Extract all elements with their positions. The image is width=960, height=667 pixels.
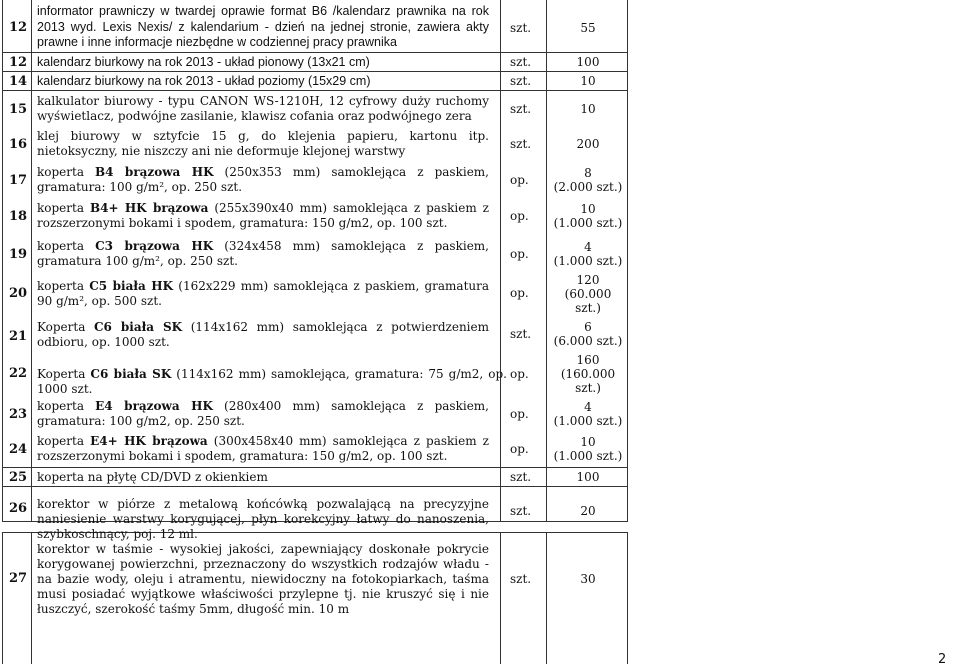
row-number: 12 (8, 20, 28, 35)
table-row (0, 469, 960, 486)
desc-text: (324x458 mm) samoklejąca z paskiem, gramatura 100 g/m², op. 250 szt. (37, 239, 489, 268)
row-unit: szt. (510, 137, 532, 151)
qty-value: 120 (576, 273, 600, 287)
table-row (0, 534, 960, 614)
qty-detail: (2.000 szt.) (553, 180, 623, 194)
qty-detail: (1.000 szt.) (553, 414, 623, 428)
row-description: koperta na płytę CD/DVD z okienkiem (37, 470, 268, 484)
qty-detail: (1.000 szt.) (553, 216, 623, 230)
row-number: 12 (8, 55, 28, 70)
row-unit: szt. (510, 504, 532, 518)
row-quantity (552, 202, 624, 230)
table-row (0, 398, 960, 432)
qty-value: 8 (584, 166, 592, 180)
table-row (0, 272, 960, 318)
desc-bold: C6 biała SK (94, 320, 183, 334)
row-number: 26 (8, 501, 28, 516)
row-description: korektor w piórze z metalową końcówką pozwalającą na precyzyjne naniesienie warstwy korygującej, płyn korekcyjny łatwy do nanoszenia, szybkoschnący, poj. 12 ml. (37, 497, 489, 541)
row-number: 16 (8, 137, 28, 152)
row-unit: szt. (510, 74, 532, 88)
row-quantity: 100 (576, 470, 600, 484)
row-unit: op. (510, 442, 529, 456)
row-unit: op. (510, 247, 529, 261)
row-quantity: 55 (580, 21, 596, 35)
desc-bold: C3 brązowa HK (95, 239, 214, 253)
row-number: 14 (8, 74, 28, 89)
row-unit: op. (510, 367, 529, 381)
row-description: informator prawniczy w twardej oprawie format B6 /kalendarz prawnika na rok 2013 wyd. Lexis Nexis/ z kalendarium - dzień na jednej stronie, zawiera akty prawne i inne informacje niezbędne w codziennej pracy prawnika (37, 4, 489, 49)
desc-bold: C5 biała HK (89, 279, 174, 293)
page-number: 2 (938, 652, 947, 667)
row-description (37, 239, 489, 269)
qty-value: 160 (576, 353, 600, 367)
desc-text: (255x390x40 mm) samoklejąca z paskiem z rozszerzonymi bokami i spodem, gramatura: 150 g/m2, op. 100 szt. (37, 201, 489, 230)
row-unit: op. (510, 286, 529, 300)
row-unit: op. (510, 173, 529, 187)
qty-value: 10 (580, 435, 596, 449)
row-description (37, 399, 489, 429)
row-unit: szt. (510, 21, 532, 35)
table-row (0, 73, 960, 90)
table-row (0, 433, 960, 467)
qty-detail: (60.000 (564, 287, 612, 301)
row-quantity: 20 (580, 504, 596, 518)
desc-text: koperta (37, 239, 96, 253)
desc-text: koperta (37, 434, 91, 448)
table-row (0, 3, 960, 51)
row-description (37, 367, 507, 397)
desc-text: (114x162 mm) samoklejąca, gramatura: 75 g/m2, op. 1000 szt. (37, 367, 507, 396)
desc-text: koperta (37, 399, 96, 413)
row-divider (2, 486, 628, 487)
qty-detail: (6.000 szt.) (553, 334, 623, 348)
row-quantity: 200 (576, 137, 600, 151)
table-row (0, 93, 960, 127)
row-quantity (552, 400, 624, 428)
row-divider (2, 71, 628, 72)
desc-bold: B4 brązowa HK (95, 165, 214, 179)
table-row (0, 164, 960, 198)
row-number: 23 (8, 407, 28, 422)
row-number: 18 (8, 209, 28, 224)
row-quantity (552, 240, 624, 268)
desc-text: (300x458x40 mm) samoklejąca z paskiem z rozszerzonymi bokami i spodem, gramatura: 150 g/m2, op. 100 szt. (37, 434, 490, 463)
row-description (37, 201, 489, 231)
table-row (0, 128, 960, 162)
desc-bold: C6 biała SK (90, 367, 172, 381)
qty-value: 4 (584, 240, 592, 254)
qty-detail: (160.000 (560, 367, 616, 381)
row-quantity (552, 435, 624, 463)
row-description (37, 165, 489, 195)
row-number: 22 (8, 366, 28, 381)
desc-text: Koperta (37, 367, 91, 381)
row-unit: op. (510, 407, 529, 421)
desc-text: koperta (37, 279, 90, 293)
desc-text: koperta (37, 201, 90, 215)
row-number: 24 (8, 442, 28, 457)
row-description (37, 434, 489, 464)
row-quantity: 100 (576, 55, 600, 69)
qty-detail: (1.000 szt.) (553, 449, 623, 463)
desc-bold: E4 brązowa HK (95, 399, 213, 413)
row-number: 19 (8, 247, 28, 262)
qty-detail-unit: szt.) (575, 301, 601, 315)
row-quantity (552, 353, 624, 395)
row-unit: op. (510, 209, 529, 223)
row-quantity (552, 320, 624, 348)
desc-text: koperta (37, 165, 96, 179)
table-row (0, 352, 960, 396)
qty-detail-unit: szt.) (575, 381, 601, 395)
qty-value: 6 (584, 320, 592, 334)
row-description (37, 279, 489, 309)
row-number: 25 (8, 470, 28, 485)
desc-text: (114x162 mm) samoklejąca z potwierdzeniem odbioru, op. 1000 szt. (37, 320, 489, 349)
row-description: kalendarz biurkowy na rok 2013 - układ poziomy (15x29 cm) (37, 74, 371, 88)
row-unit: szt. (510, 327, 532, 341)
row-description: kalendarz biurkowy na rok 2013 - układ pionowy (13x21 cm) (37, 55, 370, 69)
row-quantity (552, 273, 624, 315)
desc-text: (280x400 mm) samoklejąca z paskiem, gramatura: 100 g/m2, op. 250 szt. (37, 399, 489, 428)
row-quantity: 10 (580, 102, 596, 116)
row-unit: szt. (510, 470, 532, 484)
row-unit: szt. (510, 102, 532, 116)
qty-value: 4 (584, 400, 592, 414)
desc-text: (162x229 mm) samoklejąca z paskiem, gramatura 90 g/m², op. 500 szt. (37, 279, 490, 308)
row-quantity (552, 166, 624, 194)
row-unit: szt. (510, 572, 532, 586)
row-description: kalkulator biurowy - typu CANON WS-1210H, 12 cyfrowy duży ruchomy wyświetlacz, podwójne zasilanie, klawisz cofania oraz podwójnego zera (37, 94, 489, 123)
row-description (37, 320, 489, 350)
table-row (0, 318, 960, 352)
row-number: 21 (8, 329, 28, 344)
row-number: 20 (8, 286, 28, 301)
row-number: 17 (8, 173, 28, 188)
row-quantity: 30 (580, 572, 596, 586)
desc-text: (250x353 mm) samoklejąca z paskiem, gramatura: 100 g/m², op. 250 szt. (37, 165, 489, 194)
table-row (0, 488, 960, 541)
qty-detail: (1.000 szt.) (553, 254, 623, 268)
row-number: 27 (8, 571, 28, 586)
desc-text: Koperta (37, 320, 94, 334)
table-row (0, 238, 960, 272)
table-row (0, 54, 960, 71)
row-unit: szt. (510, 55, 532, 69)
desc-bold: B4+ HK brązowa (89, 201, 209, 215)
qty-value: 10 (580, 202, 596, 216)
row-divider (2, 467, 628, 468)
table-row (0, 200, 960, 234)
desc-bold: E4+ HK brązowa (90, 434, 208, 448)
row-divider (2, 52, 628, 53)
row-description: korektor w taśmie - wysokiej jakości, zapewniający doskonałe pokrycie korygowanej powierzchni, przeznaczony do wszystkich rodzajów władu - na bazie wody, oleju i atramentu, niewidoczny na fotokopiarkach, taśma musi posiadać wyjątkowe właściwości przylepne tj. nie kruszyć się i nie łuszczyć, szerokość taśmy 5mm, długość min. 10 m (37, 542, 489, 616)
row-number: 15 (8, 102, 28, 117)
row-quantity: 10 (580, 74, 596, 88)
row-divider (2, 90, 628, 91)
row-description: klej biurowy w sztyfcie 15 g, do klejenia papieru, kartonu itp. nietoksyczny, nie niszczy ani nie deformuje klejonej warstwy (37, 129, 489, 158)
